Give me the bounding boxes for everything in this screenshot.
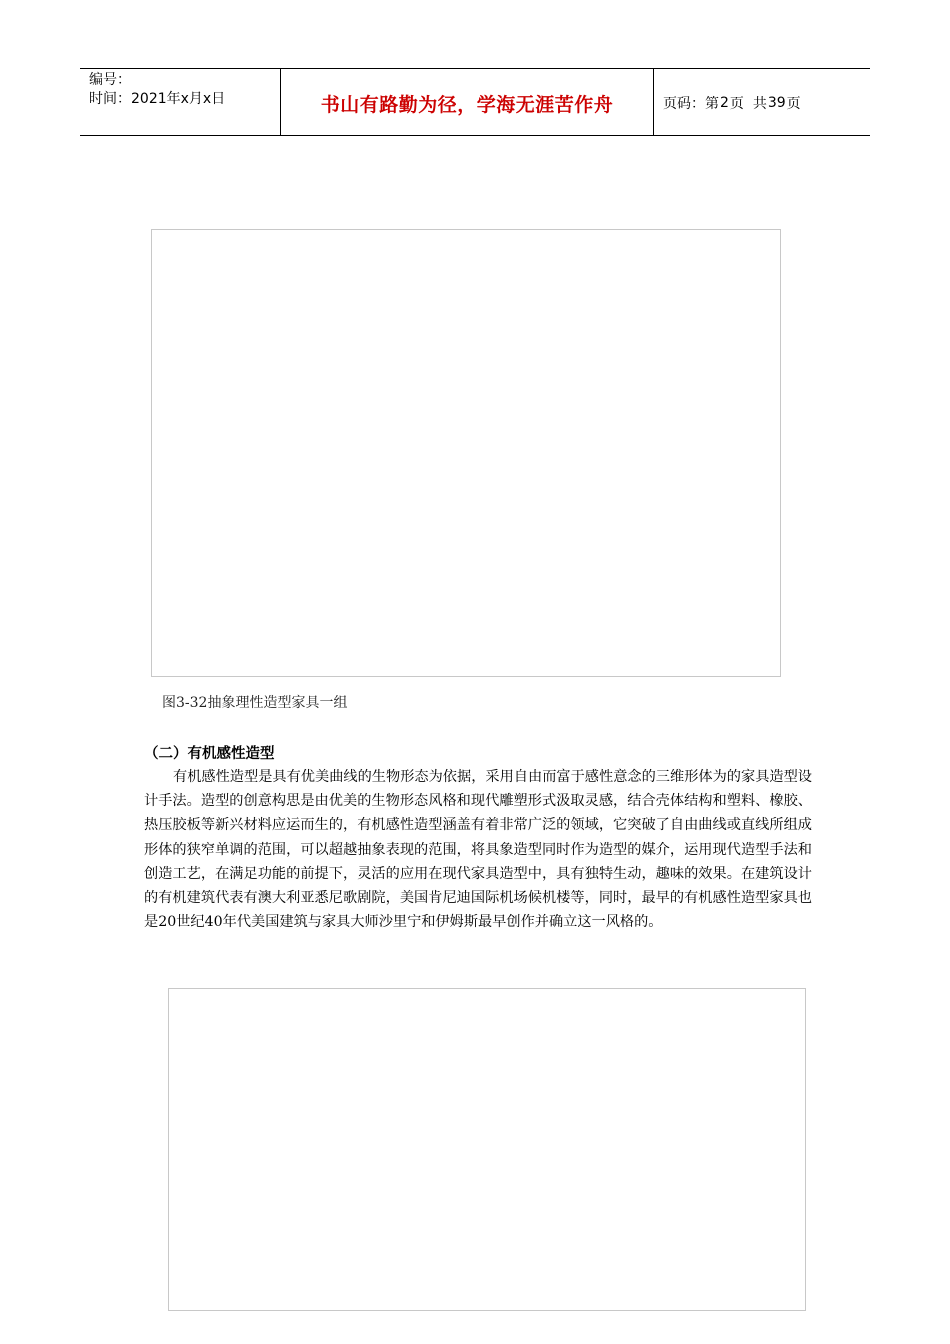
header-motto: 书山有路勤为径，学海无涯苦作舟 — [281, 69, 654, 135]
paragraph-text: 有机感性造型是具有优美曲线的生物形态为依据，采用自由而富于感性意念的三维形体为的家具造型设计手法。造型的创意构思是由优美的生物形态风格和现代雕塑形式汲取灵感，结合壳体结构和塑料、橡胶、热压胶板等新兴材料应运而生的，有机感性造型涵盖有着非常广泛的领域，它突破了自由曲线或直线所组成形体的狭窄单调的范围，可以超越抽象表现的范围，将具象造型同时作为造型的媒介，运用现代造型手法和创造工艺，在满足功能的前提下，灵活的应用在现代家具造型中，具有独特生动，趣味的效果。在建筑设计的有机建筑代表有澳大利亚悉尼歌剧院，美国肯尼迪国际机场候机楼等，同时，最早的有机感性造型家具也是20世纪40年代美国建筑与家具大师沙里宁和伊姆斯最早创作并确立这一风格的。 — [144, 769, 812, 931]
section-title: （二）有机感性造型 — [144, 746, 275, 762]
figure-image-placeholder — [151, 229, 781, 677]
page-header — [80, 68, 870, 136]
figure-caption: 图3-32抽象理性造型家具一组 — [162, 695, 348, 711]
page-suffix: 页 — [786, 96, 801, 112]
figure-image-placeholder-2 — [168, 988, 806, 1311]
date-text: 时间：2021年x月x日 — [89, 91, 226, 107]
header-info-cell — [80, 69, 281, 135]
section-paragraph — [144, 765, 812, 934]
page-total: 39 — [767, 95, 786, 111]
page-number — [654, 69, 870, 135]
page-current: 2 — [720, 95, 729, 111]
page-prefix: 页码：第 — [663, 96, 719, 112]
page-mid: 页 共 — [729, 96, 767, 112]
serial-label: 编号： — [89, 72, 131, 88]
